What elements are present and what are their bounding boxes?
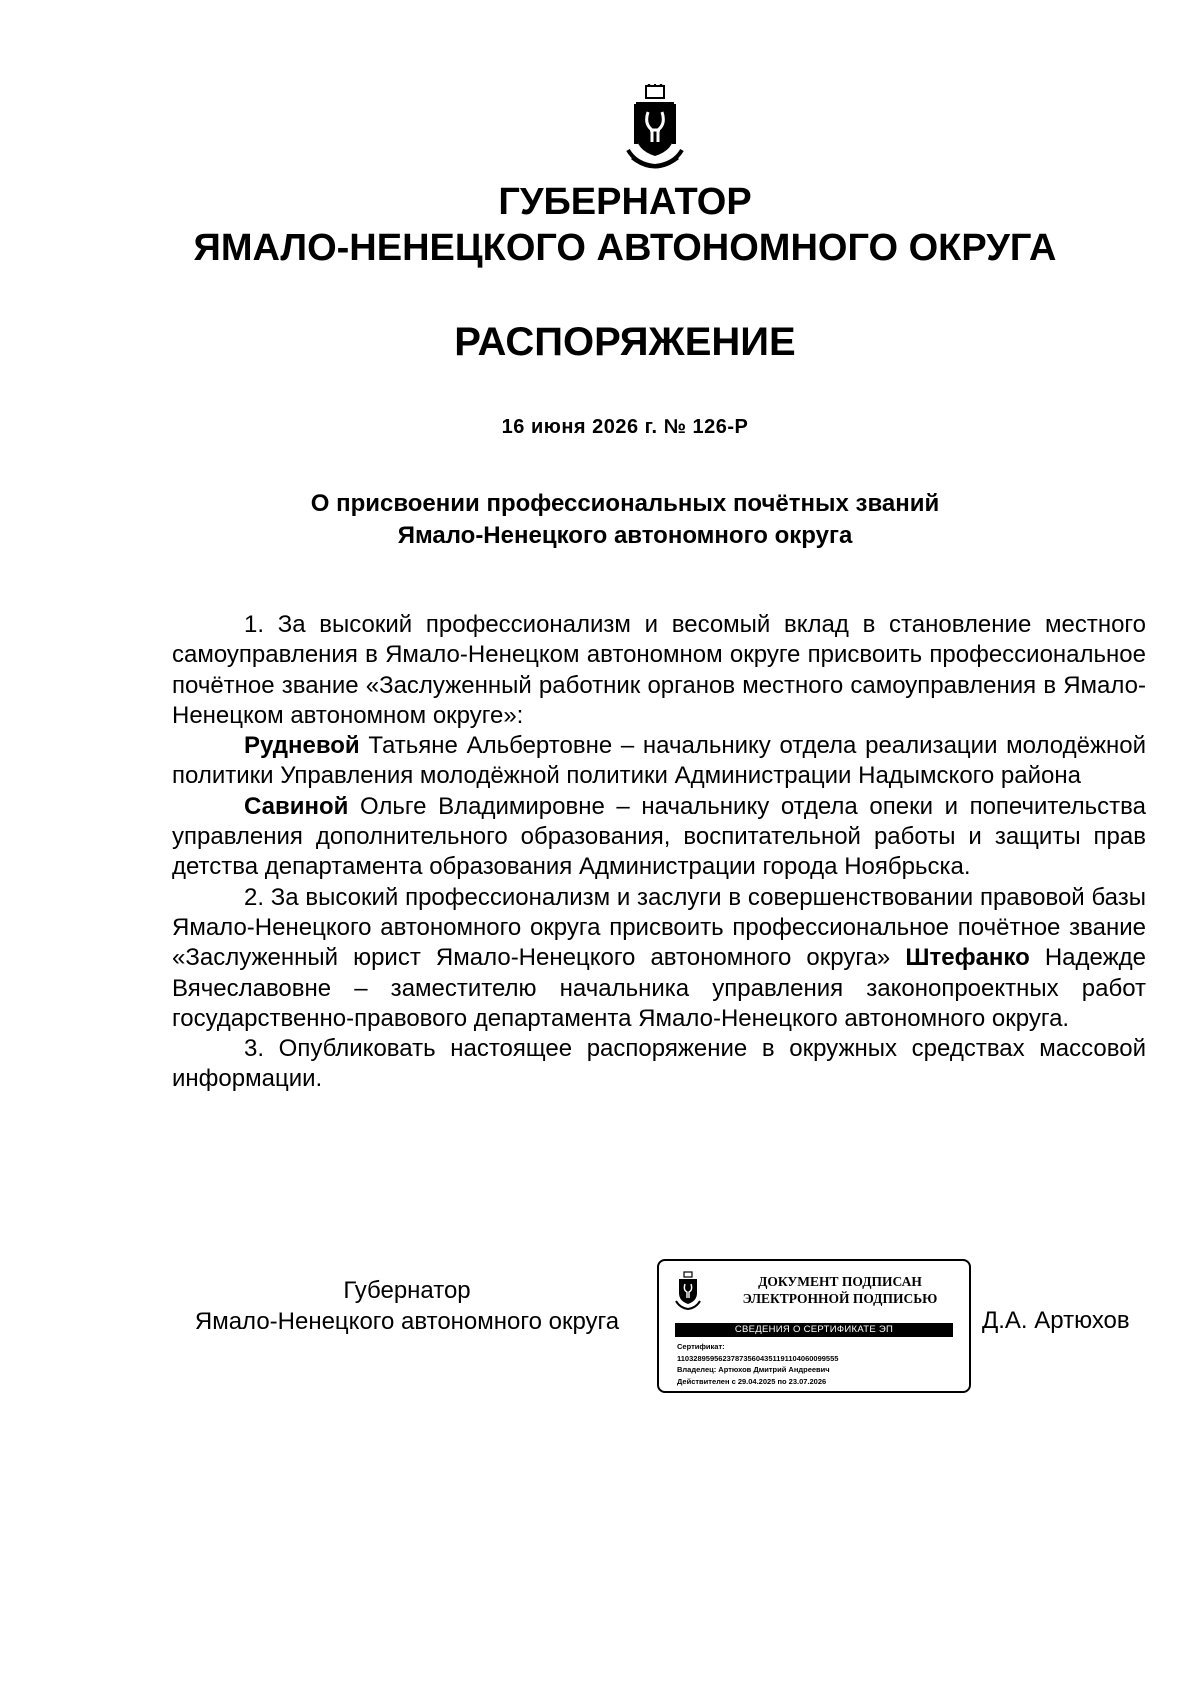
authority-region: ЯМАЛО-НЕНЕЦКОГО АВТОНОМНОГО ОКРУГА	[193, 227, 1057, 269]
awardee-name-1: Рудневой	[244, 732, 360, 760]
stamp-certificate-bar: СВЕДЕНИЯ О СЕРТИФИКАТЕ ЭП	[675, 1323, 953, 1337]
document-date-number: 16 июня 2026 г. № 126-Р	[501, 416, 749, 438]
stamp-title-line-2: ЭЛЕКТРОННОЙ ПОДПИСЬЮ	[742, 1291, 938, 1306]
signatory-position	[172, 1275, 642, 1337]
paragraph-1: 1. За высокий профессионализм и весомый вклад в становление местного самоуправления в Ямало-Ненецком автономном округе присвоить профессиональное почётное звание «Заслуженный работник органов местного самоуправления в Ямало-Ненецком автономном округе»:	[172, 611, 1146, 729]
stamp-title-line-1: ДОКУМЕНТ ПОДПИСАН	[758, 1274, 922, 1289]
paragraph-5: 3. Опубликовать настоящее распоряжение в окружных средствах массовой информации.	[172, 1035, 1146, 1093]
paragraph-3	[172, 792, 1146, 883]
awardee-details-3: Надежде Вячеславовне – заместителю начальника управления законопроектных работ государственно-правового департамента Ямало-Ненецкого автономного округа.	[172, 944, 1146, 1032]
awardee-name-2: Савиной	[244, 792, 349, 820]
signatory-position-line-1: Губернатор	[343, 1277, 471, 1304]
paragraph-4-start: 2. За высокий профессионализм и заслуги в совершенствовании правовой базы Ямало-Ненецкого автономного округа присвоить профессиональное почётное звание «Заслуженный юрист Ямало-Ненецкого автономного округа»	[172, 883, 1146, 972]
subject-line-1: О присвоении профессиональных почётных званий	[310, 490, 940, 517]
authority-title: ГУБЕРНАТОР	[498, 181, 752, 223]
signatory-position-line-2: Ямало-Ненецкого автономного округа	[194, 1308, 620, 1335]
coat-of-arms-emblem	[626, 84, 684, 174]
document-body	[172, 610, 1146, 1095]
subject-line-2: Ямало-Ненецкого автономного округа	[397, 522, 853, 549]
stamp-title	[721, 1273, 959, 1307]
stamp-certificate-info	[677, 1341, 957, 1387]
awardee-details-2: Ольге Владимировне – начальнику отдела опеки и попечительства управления дополнительного образования, воспитательной работы и защиты прав детства департамента образования Администрации города Ноябрьска.	[172, 792, 1146, 881]
electronic-signature-stamp	[657, 1259, 971, 1393]
stamp-emblem-icon	[675, 1271, 701, 1311]
awardee-name-3: Штефанко	[905, 944, 1030, 972]
document-type: РАСПОРЯЖЕНИЕ	[454, 320, 796, 364]
awardee-details-1: Татьяне Альбертовне – начальнику отдела реализации молодёжной политики Управления молодёжной политики Администрации Надымского района	[172, 732, 1146, 790]
signatory-name: Д.А. Артюхов	[982, 1307, 1130, 1334]
document-subject	[0, 488, 1200, 552]
certificate-label: Сертификат:	[677, 1342, 725, 1351]
paragraph-2	[172, 731, 1146, 792]
certificate-owner: Владелец: Артюхов Дмитрий Андреевич	[677, 1365, 830, 1374]
certificate-validity: Действителен с 29.04.2025 по 23.07.2026	[677, 1376, 827, 1386]
certificate-number: 110328959562378735604351191104060099555	[677, 1353, 839, 1363]
paragraph-4	[172, 883, 1146, 1034]
